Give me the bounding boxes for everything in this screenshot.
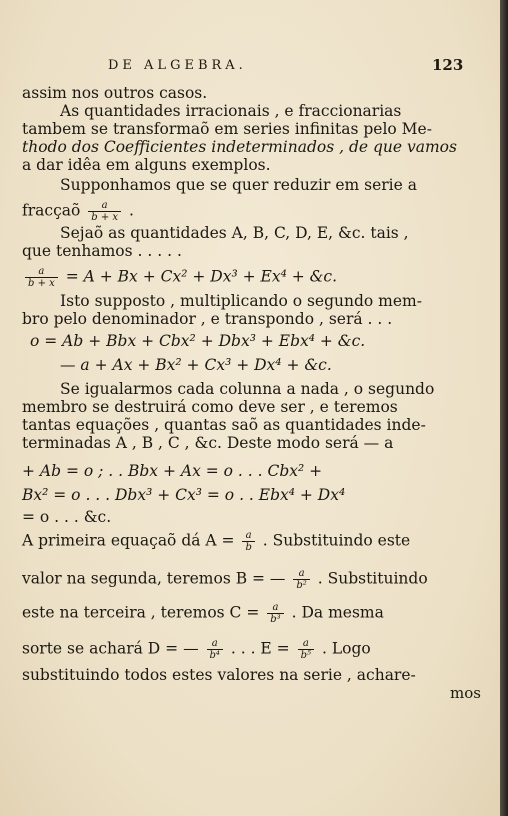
text-line: a dar idêa em alguns exemplos. (22, 156, 271, 174)
numerator: a (101, 200, 108, 211)
text-line: As quantidades irracionais , e fraccionarias (60, 102, 402, 120)
text-line: = o . . . &c. (22, 508, 112, 526)
text-line: Isto supposto , multiplicando o segundo mem- (60, 292, 422, 310)
fraction (242, 530, 254, 553)
equation-line (22, 266, 400, 289)
page-number: 123 (432, 56, 464, 74)
catchword: mos (450, 684, 481, 702)
denominator: b⁴ (207, 649, 223, 661)
text-line: membro se destruirá como deve ser , e teremos (22, 398, 398, 416)
equation-line: — a + Ax + Bx² + Cx³ + Dx⁴ + &c. (60, 356, 332, 374)
text-line: fracçaõ $\frac{a}{b + x}$ . (22, 200, 134, 223)
fraction (293, 568, 309, 591)
text-fragment: . . . E = (230, 639, 290, 658)
denominator: b (242, 541, 254, 553)
text-line: assim nos outros casos. (22, 84, 208, 102)
numerator: a (211, 638, 218, 649)
text-line (22, 568, 428, 591)
text-fragment: este na terceira , teremos C = (22, 603, 260, 622)
text-line: bro pelo denominador , e transpondo , será . . . (22, 310, 393, 328)
numerator: a (38, 266, 45, 277)
text-fragment: A primeira equaçaõ dá A = (22, 531, 235, 550)
numerator: a (245, 530, 252, 541)
text-fragment: valor na segunda, teremos B = — (22, 569, 286, 588)
equation-line: o = Ab + Bbx + Cbx² + Dbx³ + Ebx⁴ + &c. (30, 332, 366, 350)
denominator: b + x (25, 277, 58, 289)
text-fragment: fracçaõ (22, 201, 81, 220)
numerator: a (272, 602, 279, 613)
text-line: terminadas A , B , C , &c. Deste modo será — a (22, 434, 394, 452)
fraction (88, 200, 121, 223)
fraction (298, 638, 314, 661)
fraction (25, 266, 58, 289)
fraction (267, 602, 283, 625)
text-line: que tenhamos . . . . . (22, 242, 182, 260)
text-fragment: . Da mesma (291, 603, 384, 622)
denominator: b⁵ (298, 649, 314, 661)
text-fragment: . Substituindo (317, 569, 428, 588)
text-fragment: . Substituindo este (262, 531, 411, 550)
text-line (22, 530, 411, 553)
equation-line: + Ab = o ; . . Bbx + Ax = o . . . Cbx² + (22, 462, 323, 480)
text-line: thodo dos Coefficientes indeterminados , de que vamos (22, 138, 457, 156)
equation-line: Bx² = o . . . Dbx³ + Cx³ = o . . Ebx⁴ + Dx⁴ (22, 486, 346, 504)
text-line (22, 602, 400, 625)
running-header: DE ALGEBRA. (108, 58, 247, 73)
text-line (22, 638, 400, 661)
text-line: tantas equações , quantas saõ as quantidades inde- (22, 416, 426, 434)
text-fragment: sorte se achará D = — (22, 639, 199, 658)
equation-text: = A + Bx + Cx² + Dx³ + Ex⁴ + &c. (65, 267, 338, 286)
denominator: b² (293, 579, 309, 591)
text-line: Supponhamos que se quer reduzir em serie a (60, 176, 417, 194)
page-edge-shadow (500, 0, 508, 816)
text-line: tambem se transformaõ em series infinitas pelo Me- (22, 120, 432, 138)
numerator: a (302, 638, 309, 649)
text-line: substituindo todos estes valores na serie , achare- (22, 666, 416, 684)
numerator: a (298, 568, 305, 579)
text-line: Sejaõ as quantidades A, B, C, D, E, &c. tais , (60, 224, 409, 242)
denominator: b + x (88, 211, 121, 223)
fraction (207, 638, 223, 661)
text-fragment: . Logo (321, 639, 371, 658)
text-line: Se igualarmos cada colunna a nada , o segundo (60, 380, 435, 398)
denominator: b³ (267, 613, 283, 625)
